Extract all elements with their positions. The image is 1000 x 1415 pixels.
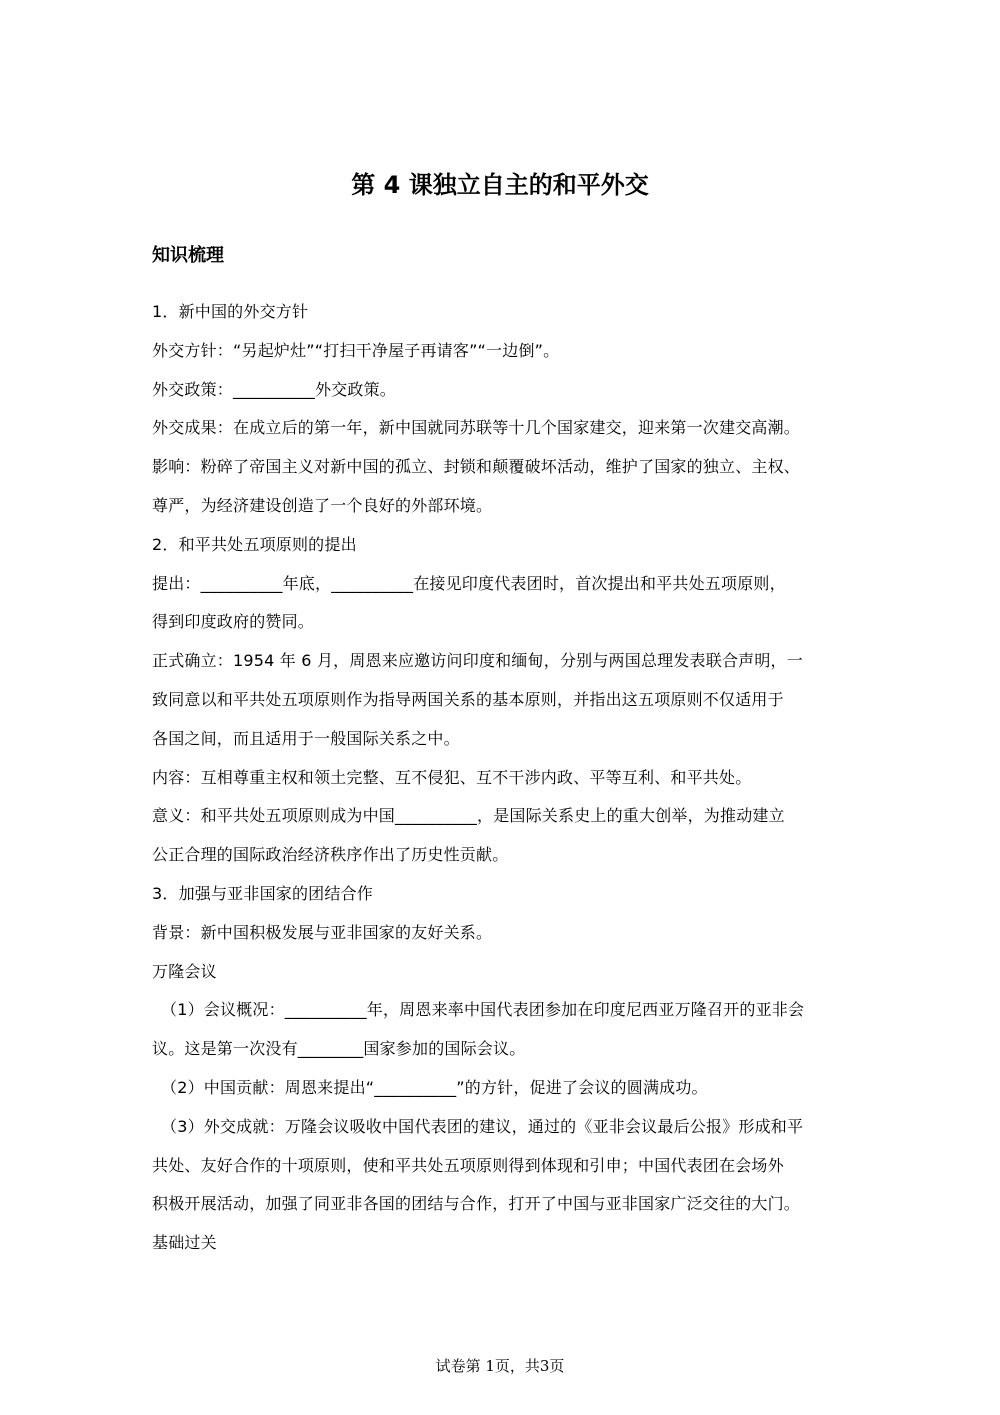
list-item-line: （3）外交成就：万隆会议吸收中国代表团的建议，通过的《亚非会议最后公报》形成和平 bbox=[161, 1116, 804, 1136]
page-footer: 试卷第 1页，共3页 bbox=[435, 1357, 565, 1375]
section-3-heading: 3．加强与亚非国家的团结合作 bbox=[152, 883, 373, 903]
paragraph-line: 共处、友好合作的十项原则，使和平共处五项原则得到体现和引申；中国代表团在会场外 bbox=[152, 1155, 784, 1175]
body-text bbox=[152, 293, 858, 1263]
subheading-line: 万隆会议 bbox=[152, 961, 217, 981]
paragraph-line: 提出：__________年底，__________在接见印度代表团时，首次提出和平共处五项原则， bbox=[152, 573, 786, 593]
paragraph-line: 正式确立：1954 年 6 月，周恩来应邀访问印度和缅甸，分别与两国总理发表联合声明，一 bbox=[152, 651, 803, 671]
list-item-line: （2）中国贡献：周恩来提出“__________”的方针，促进了会议的圆满成功。 bbox=[161, 1077, 708, 1097]
paragraph-line: 各国之间，而且适用于一般国际关系之中。 bbox=[152, 728, 460, 748]
list-item-line: （1）会议概况：__________年，周恩来率中国代表团参加在印度尼西亚万隆召开的亚非会 bbox=[161, 1000, 805, 1020]
paragraph-line: 公正合理的国际政治经济秩序作出了历史性贡献。 bbox=[152, 845, 509, 865]
paragraph-line: 意义：和平共处五项原则成为中国__________，是国际关系史上的重大创举，为推动建立 bbox=[152, 806, 785, 826]
section-heading: 知识梳理 bbox=[152, 245, 224, 266]
paragraph-line: 尊严，为经济建设创造了一个良好的外部环境。 bbox=[152, 495, 493, 515]
paragraph-line: 得到印度政府的赞同。 bbox=[152, 612, 315, 632]
paragraph-line: 议。这是第一次没有________国家参加的国际会议。 bbox=[152, 1039, 526, 1059]
paragraph-line: 影响：粉碎了帝国主义对新中国的孤立、封锁和颠覆破坏活动，维护了国家的独立、主权、 bbox=[152, 457, 801, 477]
section-1-heading: 1．新中国的外交方针 bbox=[152, 302, 309, 321]
paragraph-line: 致同意以和平共处五项原则作为指导两国关系的基本原则，并指出这五项原则不仅适用于 bbox=[152, 689, 784, 709]
paragraph-line: 背景：新中国积极发展与亚非国家的友好关系。 bbox=[152, 922, 493, 942]
subheading-line: 基础过关 bbox=[152, 1233, 217, 1253]
section-2-heading: 2．和平共处五项原则的提出 bbox=[152, 534, 357, 554]
page-title: 第 4 课独立自主的和平外交 bbox=[351, 171, 649, 199]
paragraph-line: 内容：互相尊重主权和领土完整、互不侵犯、互不干涉内政、平等互利、和平共处。 bbox=[152, 767, 752, 787]
paragraph-line: 外交政策：__________外交政策。 bbox=[152, 379, 397, 399]
paragraph-line: 外交成果：在成立后的第一年，新中国就同苏联等十几个国家建交，迎来第一次建交高潮。 bbox=[152, 418, 801, 438]
paragraph-line: 外交方针：“另起炉灶”“打扫干净屋子再请客”“一边倒”。 bbox=[152, 340, 560, 360]
paragraph-line: 积极开展活动，加强了同亚非各国的团结与合作，打开了中国与亚非国家广泛交往的大门。 bbox=[152, 1194, 801, 1214]
